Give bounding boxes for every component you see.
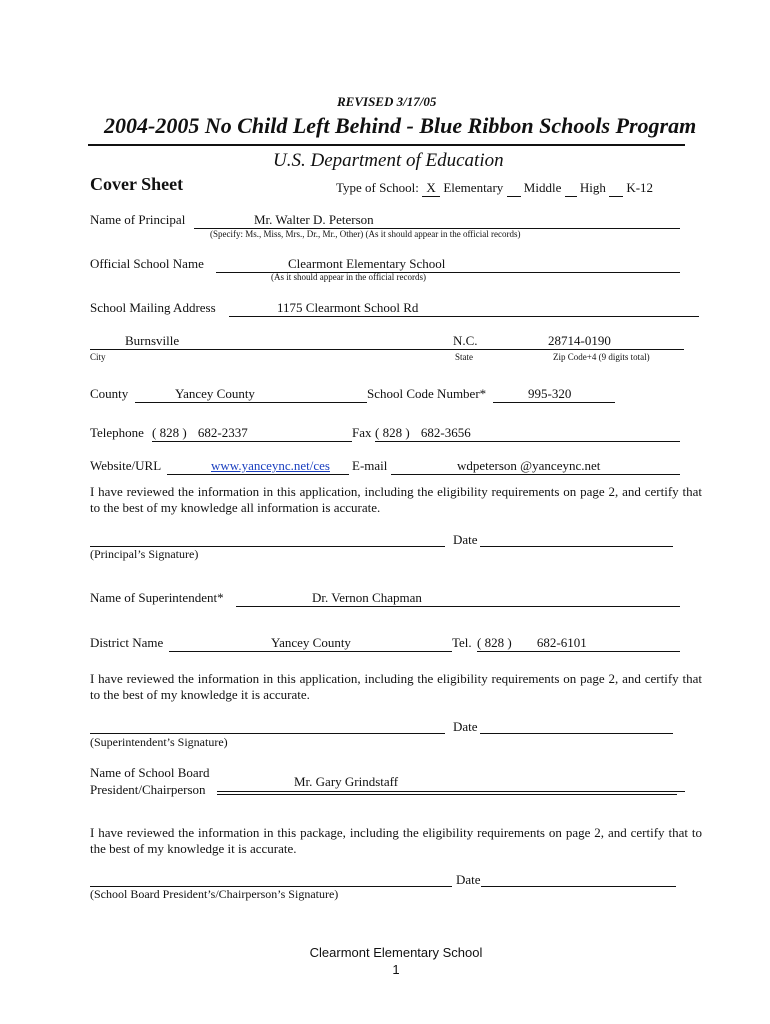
title-rule bbox=[88, 144, 685, 146]
revised-date: REVISED 3/17/05 bbox=[337, 94, 437, 109]
city-state-zip-field[interactable] bbox=[90, 333, 684, 350]
elementary-label: Elementary bbox=[443, 180, 504, 195]
mailing-label: School Mailing Address bbox=[90, 300, 216, 315]
mailing-field[interactable] bbox=[229, 300, 699, 317]
superintendent-signature-line[interactable] bbox=[90, 733, 445, 734]
department-name: U.S. Department of Education bbox=[273, 150, 504, 171]
board-date-label: Date bbox=[456, 872, 481, 887]
superintendent-date-line[interactable] bbox=[480, 733, 673, 734]
telephone-label: Telephone bbox=[90, 425, 144, 440]
principal-value: Mr. Walter D. Peterson bbox=[254, 212, 374, 227]
board-signature-caption: (School Board President’s/Chairperson’s Signature) bbox=[90, 887, 339, 901]
district-field[interactable] bbox=[169, 635, 452, 652]
website-link[interactable]: www.yanceync.net/ces bbox=[211, 458, 330, 473]
school-type-label: Type of School: bbox=[336, 180, 419, 195]
telephone-area: ( 828 ) bbox=[152, 425, 187, 440]
principal-signature-caption: (Principal’s Signature) bbox=[90, 547, 199, 561]
superintendent-date-label: Date bbox=[453, 719, 478, 734]
school-name-field[interactable] bbox=[216, 256, 680, 273]
high-checkbox[interactable] bbox=[565, 180, 577, 197]
school-name-note: (As it should appear in the official records) bbox=[271, 272, 427, 282]
email-label: E-mail bbox=[352, 458, 388, 473]
district-tel-area: ( 828 ) bbox=[477, 635, 512, 650]
principal-certification: I have reviewed the information in this application, including the eligibility requirements on page 2, and certify that to the best of my knowledge all information is accurate. bbox=[90, 484, 702, 515]
principal-note: (Specify: Ms., Miss, Mrs., Dr., Mr., Other) (As it should appear in the official records) bbox=[210, 229, 521, 239]
board-field-line-2 bbox=[217, 794, 677, 795]
elementary-checkbox[interactable]: X bbox=[422, 180, 440, 197]
board-label-line1: Name of School Board bbox=[90, 765, 210, 780]
board-value: Mr. Gary Grindstaff bbox=[294, 774, 399, 789]
school-code-value: 995-320 bbox=[528, 386, 572, 401]
fax-number: 682-3656 bbox=[420, 425, 471, 440]
principal-date-label: Date bbox=[453, 532, 478, 547]
city-label: City bbox=[90, 352, 106, 362]
zip-value: 28714-0190 bbox=[548, 333, 611, 348]
superintendent-signature-caption: (Superintendent’s Signature) bbox=[90, 735, 228, 749]
board-label-line2: President/Chairperson bbox=[90, 782, 206, 797]
middle-checkbox[interactable] bbox=[507, 180, 521, 197]
county-value: Yancey County bbox=[175, 386, 255, 401]
fax-field[interactable] bbox=[375, 425, 680, 442]
mailing-value: 1175 Clearmont School Rd bbox=[277, 300, 419, 315]
high-label: High bbox=[579, 180, 606, 195]
telephone-field[interactable] bbox=[152, 425, 352, 442]
board-field-line[interactable] bbox=[217, 791, 685, 792]
cover-sheet-heading: Cover Sheet bbox=[90, 174, 184, 194]
website-field[interactable] bbox=[167, 458, 349, 475]
state-value: N.C. bbox=[453, 333, 478, 348]
middle-label: Middle bbox=[523, 180, 562, 195]
school-type-row bbox=[336, 180, 653, 197]
email-field[interactable] bbox=[391, 458, 680, 475]
website-label: Website/URL bbox=[90, 458, 162, 473]
principal-label: Name of Principal bbox=[90, 212, 186, 227]
fax-area: ( 828 ) bbox=[375, 425, 410, 440]
footer-school: Clearmont Elementary School bbox=[309, 945, 483, 960]
superintendent-label: Name of Superintendent* bbox=[90, 590, 224, 605]
school-name-label: Official School Name bbox=[90, 256, 204, 271]
board-date-line[interactable] bbox=[481, 886, 676, 887]
county-field[interactable] bbox=[135, 386, 367, 403]
fax-label: Fax bbox=[352, 425, 372, 440]
district-label: District Name bbox=[90, 635, 164, 650]
board-certification: I have reviewed the information in this package, including the eligibility requirements on page 2, and certify that to the best of my knowledge it is accurate. bbox=[90, 825, 702, 856]
state-label: State bbox=[455, 352, 473, 362]
superintendent-value: Dr. Vernon Chapman bbox=[312, 590, 422, 605]
zip-label: Zip Code+4 (9 digits total) bbox=[553, 352, 650, 362]
district-tel-label: Tel. bbox=[452, 635, 472, 650]
superintendent-certification: I have reviewed the information in this application, including the eligibility requirements on page 2, and certify that to the best of my knowledge it is accurate. bbox=[90, 671, 702, 702]
county-label: County bbox=[90, 386, 129, 401]
telephone-number: 682-2337 bbox=[197, 425, 248, 440]
principal-date-line[interactable] bbox=[480, 546, 673, 547]
district-tel-field[interactable] bbox=[477, 635, 680, 652]
school-code-label: School Code Number* bbox=[367, 386, 487, 401]
city-value: Burnsville bbox=[125, 333, 180, 348]
superintendent-field[interactable] bbox=[236, 590, 680, 607]
school-name-value: Clearmont Elementary School bbox=[288, 256, 446, 271]
k12-label: K-12 bbox=[626, 180, 654, 195]
email-value: wdpeterson @yanceync.net bbox=[457, 458, 601, 473]
district-tel-number: 682-6101 bbox=[536, 635, 587, 650]
page-title: 2004-2005 No Child Left Behind - Blue Ribbon Schools Program bbox=[104, 113, 697, 138]
school-code-field[interactable] bbox=[493, 386, 615, 403]
k12-checkbox[interactable] bbox=[609, 180, 623, 197]
principal-field[interactable] bbox=[194, 212, 680, 229]
district-value: Yancey County bbox=[271, 635, 351, 650]
page-number: 1 bbox=[392, 962, 400, 977]
